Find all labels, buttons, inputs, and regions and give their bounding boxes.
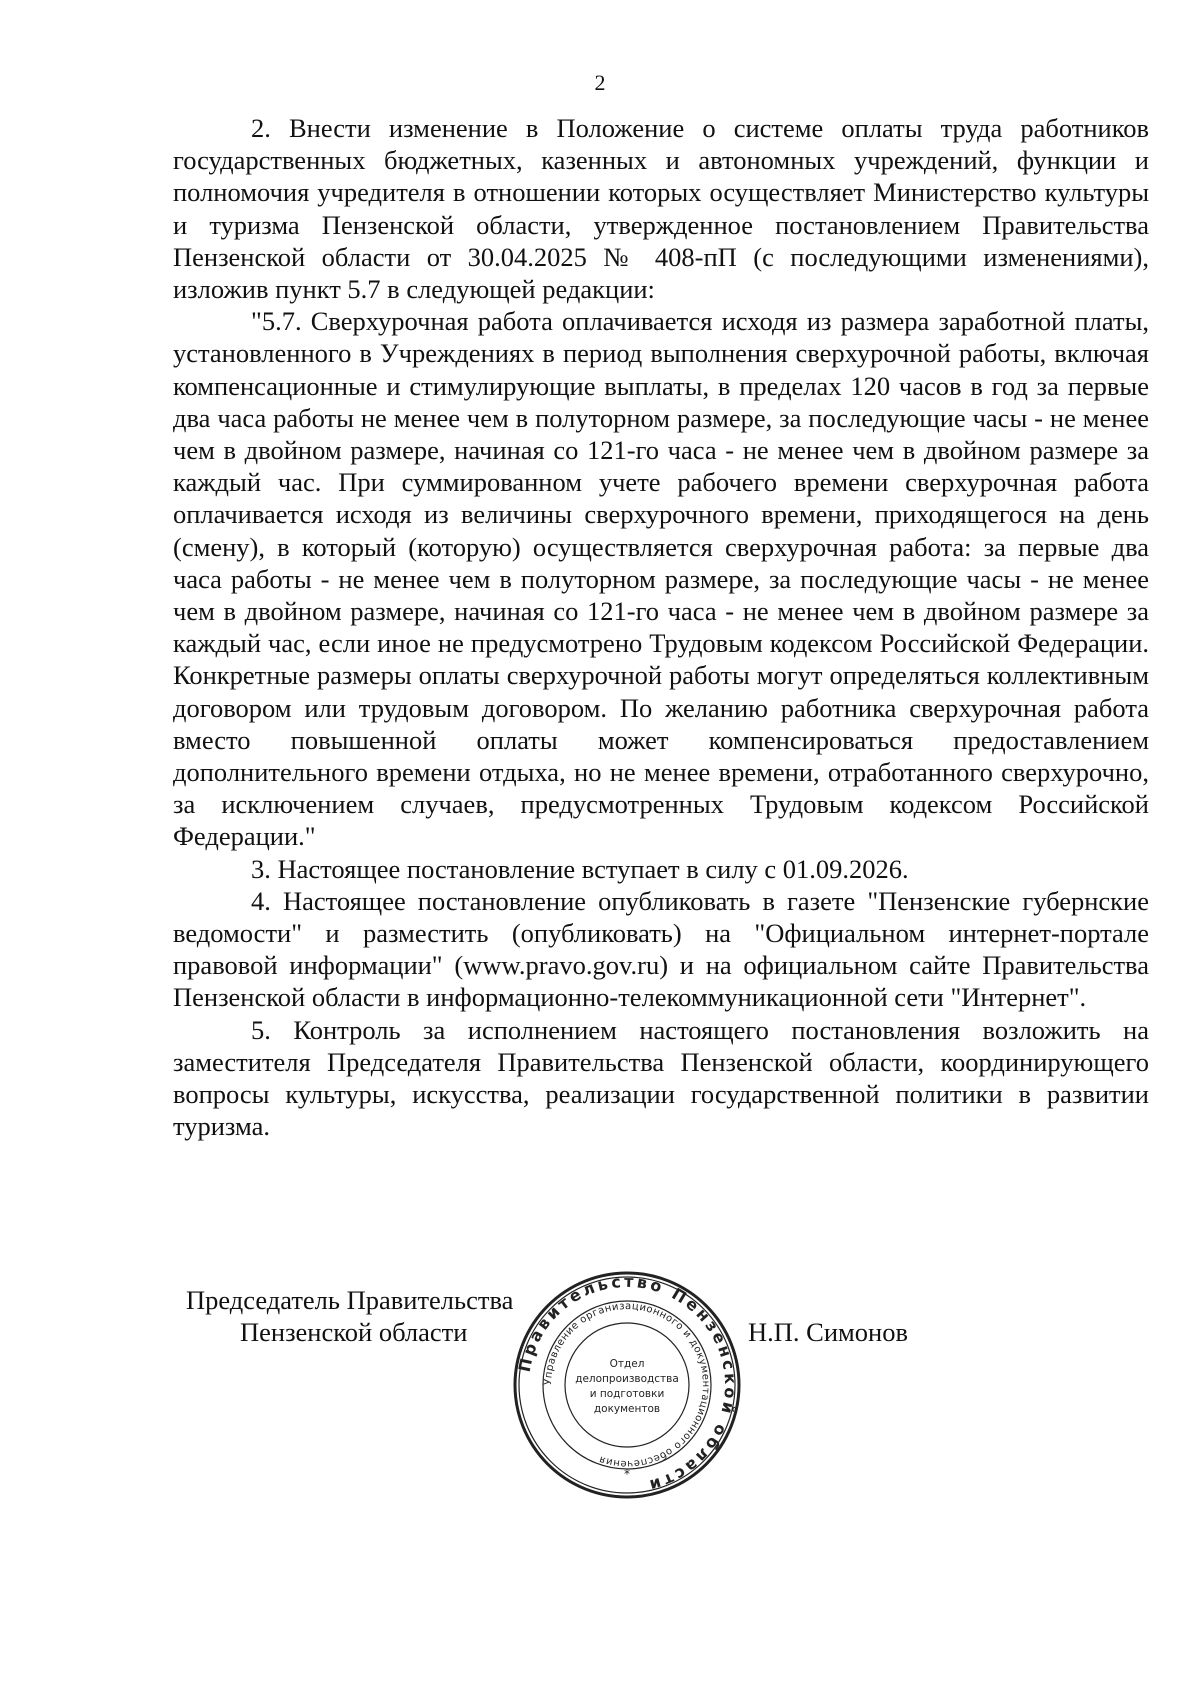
svg-text:Управление организационного и	[543, 1301, 711, 1469]
stamp-middle-text: Управление организационного и документационного обеспечения	[542, 1300, 712, 1470]
paragraph-4: 4. Настоящее постановление опубликовать в газете "Пензенские губернские ведомости" и разместить (опубликовать) на "Официальном интернет-портале правовой информации" (www.pravo.gov.ru) и на официальном сайте Правительства Пензенской области в информационно-телекоммуникационной сети "Интернет".	[173, 885, 1149, 1013]
official-stamp-icon	[512, 1270, 742, 1500]
paragraph-3: 3. Настоящее постановление вступает в силу с 01.09.2026.	[251, 853, 909, 884]
page-number: 2	[594, 70, 606, 95]
signer-name: Н.П. Симонов	[748, 1317, 908, 1347]
stamp-center-line-1: Отдел	[609, 1358, 645, 1370]
stamp-center-line-2: делопроизводства	[575, 1373, 679, 1385]
stamp-center-line-4: документов	[593, 1403, 661, 1415]
paragraph-2: 2. Внести изменение в Положение о системе оплаты труда работников государственных бюджетных, казенных и автономных учреждений, функции и полномочия учредителя в отношении которых осуществляет Министерство культуры и туризма Пензенской области, утвержденное постановлением Правительства Пензенской области от 30.04.2025 № 408-пП (с последующими изменениями), изложив пункт 5.7 в следующей редакции:	[173, 113, 1149, 305]
signature-block	[0, 1270, 1200, 1496]
signer-title-line1: Председатель Правительства	[186, 1285, 514, 1315]
svg-text:*: *	[624, 1467, 630, 1481]
paragraph-5-7: "5.7. Сверхурочная работа оплачивается исходя из размера заработной платы, установленного в Учреждениях в период выполнения сверхурочной работы, включая компенсационные и стимулирующие выплаты, в пределах 120 часов в год за первые два часа работы не менее чем в полуторном размере, за последующие часы - не менее чем в двойном размере, начиная со 121-го часа - не менее чем в двойном размере за каждый час. При суммированном учете рабочего времени сверхурочная работа оплачивается исходя из величины сверхурочного времени, приходящегося на день (смену), в который (которую) осуществляется сверхурочная работа: за первые два часа работы - не менее чем в полуторном размере, за последующие часы - не менее чем в двойном размере, начиная со 121-го часа - не менее чем в двойном размере за каждый час, если иное не предусмотрено Трудовым кодексом Российской Федерации. Конкретные размеры оплаты сверхурочной работы могут определяться коллективным договором или трудовым договором. По желанию работника сверхурочная работа вместо повышенной оплаты может компенсироваться предоставлением дополнительного времени отдыха, но не менее времени, отработанного сверхурочно, за исключением случаев, предусмотренных Трудовым кодексом Российской Федерации."	[173, 306, 1149, 852]
signer-title-line2: Пензенской области	[240, 1317, 468, 1347]
stamp-center-line-3: и подготовки	[589, 1388, 665, 1400]
paragraph-5: 5. Контроль за исполнением настоящего постановления возложить на заместителя Председателя Правительства Пензенской области, координирующего вопросы культуры, искусства, реализации государственной политики в развитии туризма.	[173, 1014, 1149, 1142]
document-body	[173, 112, 1149, 1143]
stamp-outer-text: Правительство Пензенской области	[514, 1271, 741, 1496]
